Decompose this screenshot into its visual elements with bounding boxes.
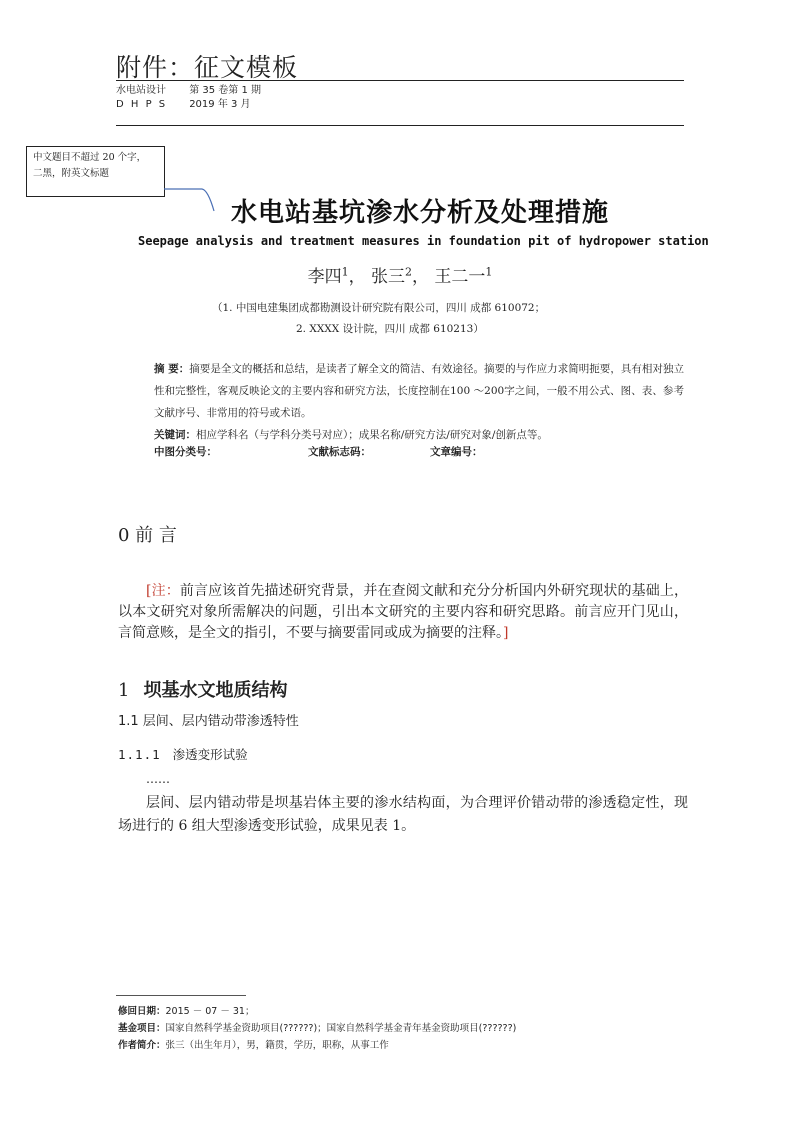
author-affiliation-mark: 2	[405, 265, 412, 279]
note-bracket-open: [注：	[146, 583, 180, 599]
author-name: 张三	[371, 267, 405, 287]
section-1-heading	[118, 676, 287, 702]
footnote-revised	[118, 1003, 516, 1020]
section-1-1-1-heading	[118, 745, 248, 763]
author-name: 王二一	[434, 267, 486, 287]
journal-header	[116, 84, 261, 112]
keywords-label: 关键词：	[154, 429, 196, 441]
footnote-rule	[116, 995, 246, 996]
title-note-box	[26, 146, 165, 197]
header-rule-bottom	[116, 125, 684, 126]
footnote-author	[118, 1037, 516, 1054]
keywords-paragraph	[154, 424, 684, 446]
preface-text: 前言应该首先描述研究背景，并在查阅文献和充分分析国内外研究现状的基础上，以本文研究对象所需解决的问题，引出本文研究的主要内容和研究思路。前言应开门见山，言简意赅，是全文的指引，不要与摘要雷同或成为摘要的注释。	[118, 583, 688, 641]
note-bracket-close: ]	[503, 625, 509, 641]
body-paragraph: 层间、层内错动带是坝基岩体主要的渗水结构面，为合理评价错动带的渗透稳定性，现场进行的 6 组大型渗透变形试验，成果见表 1。	[118, 795, 688, 834]
ellipsis: ……	[146, 772, 170, 786]
abstract-label: 摘 要：	[154, 363, 190, 375]
affiliation-1: （1. 中国电建集团成都勘测设计研究院有限公司，四川 成都 610072；	[212, 302, 546, 314]
note-line-1: 中文题目不超过 20 个字，	[33, 152, 147, 163]
header-rule-top	[116, 80, 684, 81]
abstract-text: 摘要是全文的概括和总结，是读者了解全文的简洁、有效途径。摘要的与作应力求简明扼要，具有相对独立性和完整性，客观反映论文的主要内容和研究方法，长度控制在100 ～200字之间，一般不用公式、图、表、参考文献序号、非常用的符号或术语。	[154, 363, 684, 419]
fund-value: 国家自然科学基金资助项目(??????)；国家自然科学基金青年基金资助项目(??????)	[165, 1023, 517, 1034]
paper-title-en: Seepage analysis and treatment measures in foundation pit of hydropower station	[138, 234, 709, 248]
keywords-text: 相应学科名（与学科分类号对应）；成果名称/研究方法/研究对象/创新点等。	[196, 429, 548, 441]
section-title: 坝基水文地质结构	[143, 680, 288, 701]
section-1-1-heading: 1.1 层间、层内错动带渗透特性	[118, 714, 299, 729]
subsection-title: 渗透变形试验	[172, 747, 248, 762]
attachment-title: 附件：征文模板	[116, 53, 299, 82]
affiliation-2: 2. XXXX 设计院，四川 成都 610213）	[296, 323, 484, 335]
journal-abbr: D H P S	[116, 99, 168, 110]
note-line-2: 二黑，附英文标题	[33, 168, 110, 179]
abstract-block	[154, 358, 684, 446]
preface-heading: 0 前 言	[118, 525, 177, 546]
subsection-number: 1.1.1	[118, 747, 161, 762]
issue-date: 2019 年 3 月	[189, 99, 251, 110]
author-affiliation-mark: 1	[341, 265, 349, 279]
revised-label: 修回日期：	[118, 1006, 166, 1017]
article-no-label: 文章编号：	[430, 446, 483, 458]
doc-code-label: 文献标志码：	[308, 446, 371, 458]
clc-label: 中图分类号：	[154, 446, 217, 458]
abstract-paragraph	[154, 358, 684, 424]
volume-issue: 第 35 卷第 1 期	[189, 85, 261, 96]
footnote-fund	[118, 1020, 516, 1037]
section-number: 1	[118, 680, 130, 701]
journal-name: 水电站设计	[116, 85, 166, 96]
author-affiliation-mark: 1	[485, 265, 493, 279]
author-name: 李四	[307, 267, 342, 287]
author-list: 李四$^1$， 张三$^2$， 王二一$^1$	[307, 265, 493, 287]
paper-title-cn: 水电站基坑渗水分析及处理措施	[230, 198, 609, 228]
revised-value: 2015 － 07 － 31；	[165, 1006, 255, 1017]
author-bio-label: 作者简介：	[118, 1040, 166, 1051]
footnotes	[118, 1003, 516, 1054]
preface-paragraph	[118, 581, 688, 644]
author-bio-value: 张三（出生年月），男，籍贯，学历，职称，从事工作	[165, 1040, 389, 1051]
fund-label: 基金项目：	[118, 1023, 166, 1034]
